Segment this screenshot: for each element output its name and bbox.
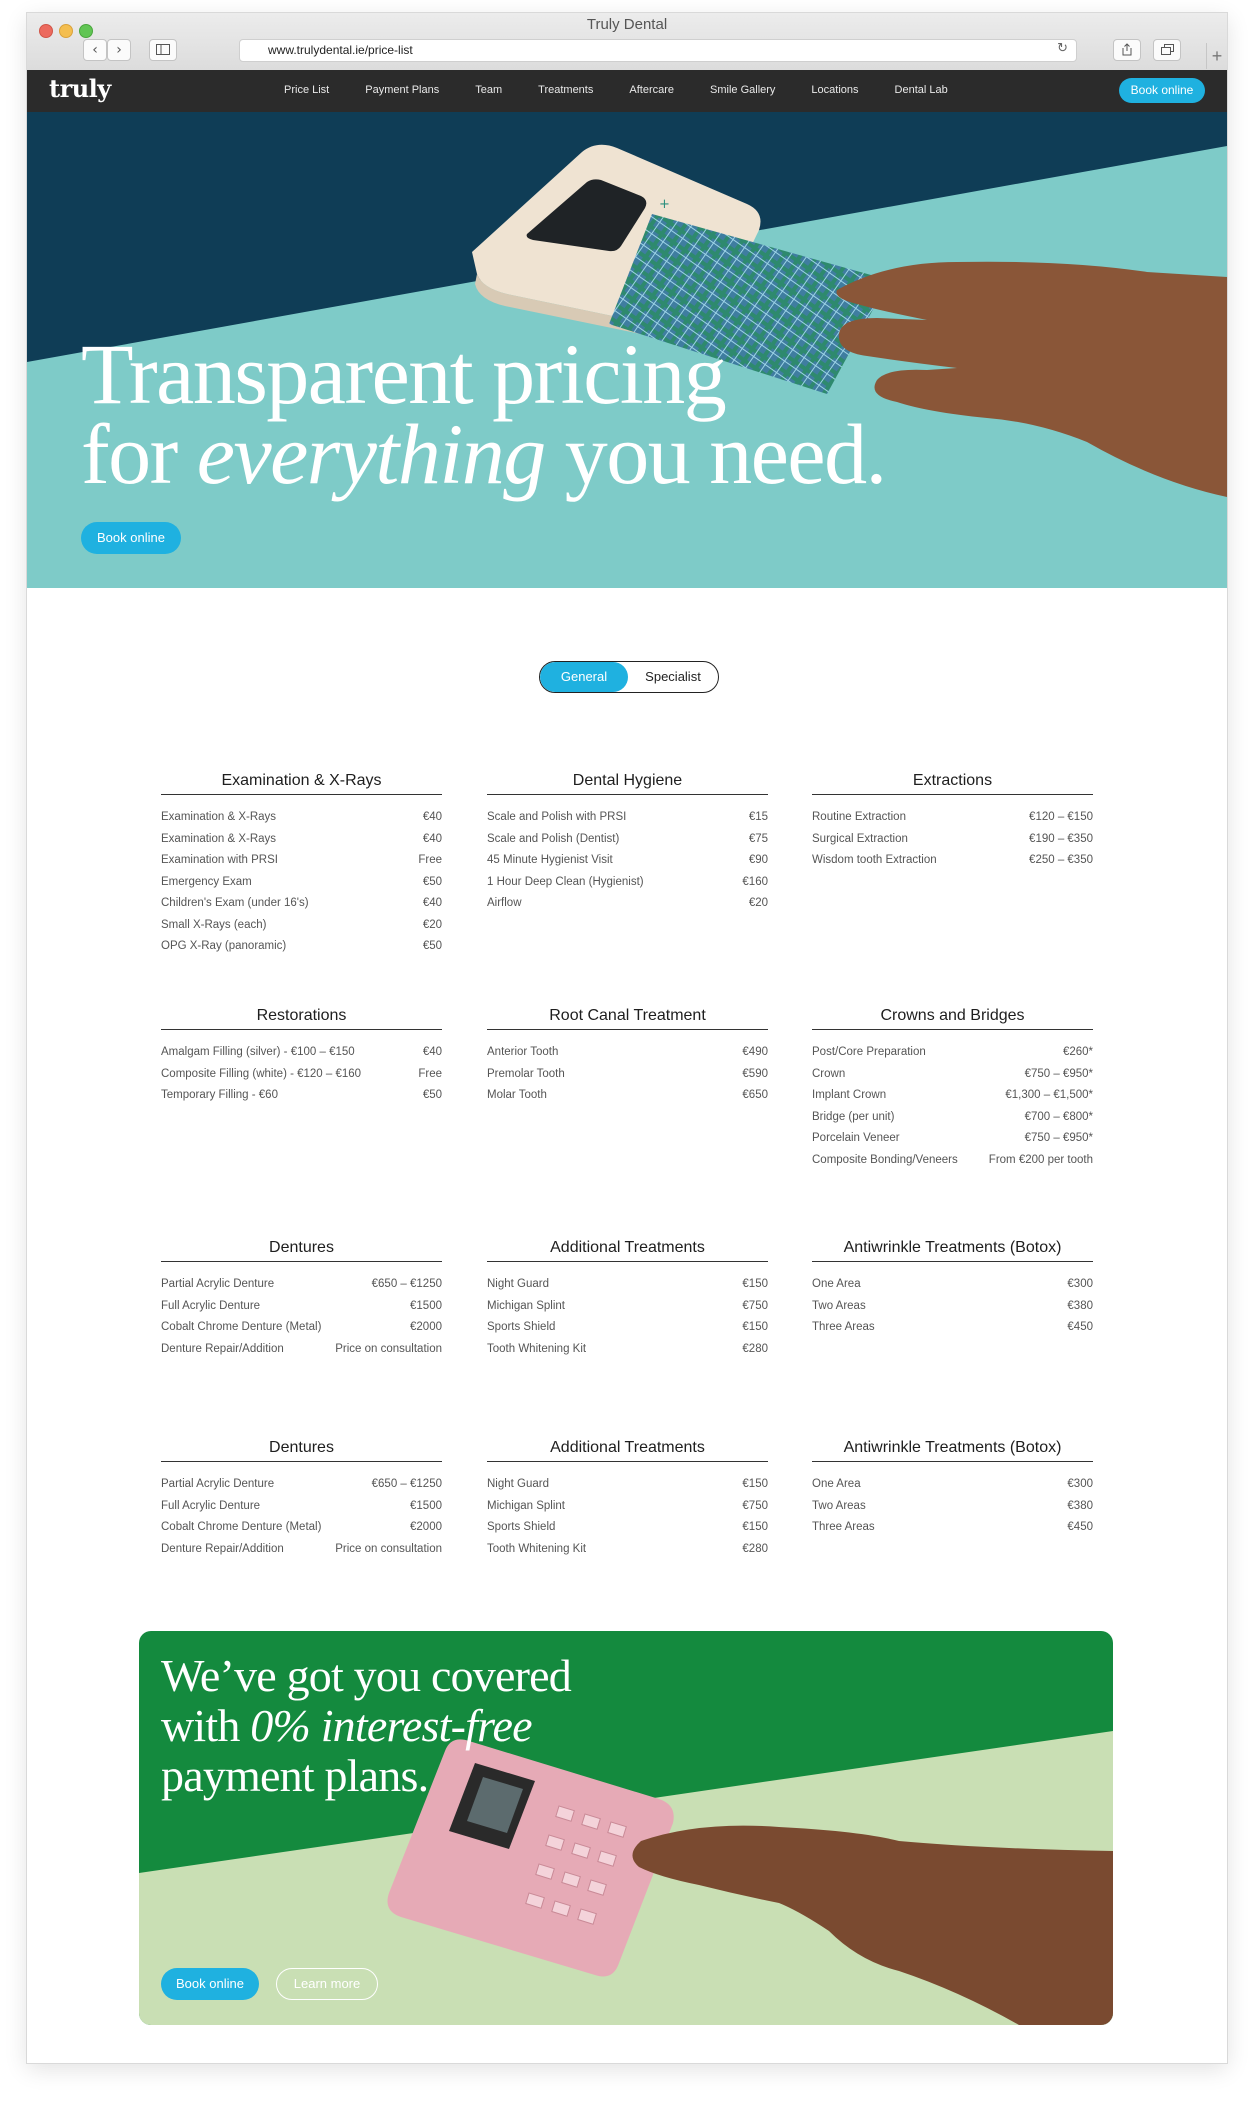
treatment-price: €590: [742, 1067, 768, 1080]
browser-chrome: [27, 13, 1227, 71]
treatment-name: Full Acrylic Denture: [161, 1299, 261, 1312]
promo-line-3: payment plans.: [161, 1750, 429, 1801]
promo-line-2-emphasis: 0% interest-free: [250, 1700, 532, 1751]
price-row: [161, 1042, 442, 1064]
treatment-price: €650 – €1250: [371, 1478, 442, 1490]
treatment-name: 45 Minute Hygienist Visit: [487, 854, 613, 866]
treatment-price: €280: [742, 1542, 768, 1555]
treatment-name: Michigan Splint: [487, 1299, 565, 1312]
price-row: [812, 1496, 1093, 1518]
treatment-price: €300: [1067, 1478, 1093, 1490]
price-group-title: Dentures: [161, 1439, 442, 1462]
treatment-price: €1,300 – €1,500*: [1005, 1089, 1093, 1101]
treatment-name: Bridge (per unit): [812, 1110, 895, 1123]
price-group-title: Crowns and Bridges: [812, 1007, 1093, 1030]
treatment-name: Post/Core Preparation: [812, 1046, 926, 1058]
treatment-price: €150: [742, 1321, 768, 1333]
price-row: [487, 829, 768, 851]
price-group: [487, 1439, 768, 1560]
treatment-name: Examination with PRSI: [161, 854, 278, 866]
treatment-price: €50: [422, 875, 442, 888]
treatment-price: €450: [1067, 1521, 1093, 1533]
treatment-price: €750 – €950*: [1024, 1067, 1093, 1080]
treatment-price: €450: [1067, 1321, 1093, 1333]
treatment-name: Examination & X-Rays: [161, 811, 277, 823]
treatment-price: Free: [418, 1067, 442, 1080]
price-row: [161, 1064, 442, 1086]
price-group: [487, 1239, 768, 1360]
treatment-name: Crown: [812, 1067, 846, 1080]
promo-book-online-button[interactable]: Book online: [161, 1968, 259, 2000]
price-row: [487, 1474, 768, 1496]
treatment-price: €650 – €1250: [371, 1278, 442, 1290]
menu-item-dental-lab[interactable]: Dental Lab: [894, 84, 948, 96]
treatment-name: Airflow: [487, 897, 522, 909]
treatment-price: €1500: [410, 1499, 442, 1512]
price-row: [487, 807, 768, 829]
menu-item-smile-gallery[interactable]: Smile Gallery: [710, 84, 776, 96]
treatment-name: Wisdom tooth Extraction: [812, 854, 937, 866]
price-group-title: Antiwrinkle Treatments (Botox): [812, 1439, 1093, 1462]
hero-line-2-emphasis: everything: [196, 406, 545, 502]
price-group: [161, 1007, 442, 1107]
promo-line-2-start: with: [161, 1700, 251, 1751]
price-row: [487, 1085, 768, 1107]
hero-line-2-start: for: [81, 406, 197, 502]
menu-item-payment-plans[interactable]: Payment Plans: [365, 84, 440, 96]
promo-line-1: We’ve got you covered: [161, 1650, 571, 1701]
treatment-price: €750 – €950*: [1024, 1132, 1093, 1144]
treatment-price: €20: [422, 918, 442, 931]
tab-general[interactable]: General: [540, 662, 628, 692]
treatment-price: €1500: [410, 1299, 442, 1312]
treatment-price: Free: [418, 854, 442, 866]
price-group: [812, 1007, 1093, 1171]
treatment-name: Partial Acrylic Denture: [161, 1278, 275, 1290]
price-group-title: Antiwrinkle Treatments (Botox): [812, 1239, 1093, 1262]
price-row: [161, 850, 442, 872]
treatment-name: Night Guard: [487, 1278, 550, 1290]
price-row: [487, 1539, 768, 1561]
price-group: [812, 1239, 1093, 1339]
price-row: [161, 872, 442, 894]
treatment-price: €380: [1067, 1499, 1093, 1512]
promo-title: [161, 1651, 571, 1801]
price-group-title: Root Canal Treatment: [487, 1007, 768, 1030]
treatment-price: €190 – €350: [1029, 832, 1093, 845]
price-group: [161, 1239, 442, 1360]
promo-learn-more-button[interactable]: Learn more: [276, 1968, 378, 2000]
price-row: [487, 850, 768, 872]
treatment-name: Sports Shield: [487, 1321, 556, 1333]
price-group: [812, 1439, 1093, 1539]
back-button[interactable]: [83, 39, 107, 61]
tab-specialist[interactable]: Specialist: [645, 669, 701, 684]
treatment-name: Full Acrylic Denture: [161, 1499, 261, 1512]
price-group: [487, 772, 768, 915]
treatment-name: Scale and Polish (Dentist): [487, 832, 620, 845]
price-row: [487, 893, 768, 915]
treatment-name: Amalgam Filling (silver) - €100 – €150: [161, 1046, 355, 1058]
new-tab-button[interactable]: [1206, 43, 1227, 69]
treatment-price: €40: [422, 1046, 442, 1058]
treatment-price: €90: [748, 854, 768, 866]
treatment-price: €40: [422, 811, 442, 823]
treatment-name: Routine Extraction: [812, 811, 906, 823]
treatment-price: €280: [742, 1342, 768, 1355]
treatment-price: €700 – €800*: [1024, 1110, 1093, 1123]
treatment-name: Temporary Filling - €60: [161, 1089, 278, 1101]
price-row: [487, 1296, 768, 1318]
price-row: [487, 1339, 768, 1361]
menu-item-locations[interactable]: Locations: [811, 84, 859, 96]
treatment-price: €150: [742, 1478, 768, 1490]
price-row: [487, 1496, 768, 1518]
price-row: [161, 1274, 442, 1296]
price-row: [812, 1085, 1093, 1107]
treatment-price: €40: [422, 897, 442, 909]
menu-item-price-list[interactable]: Price List: [284, 84, 330, 96]
treatment-price: €2000: [410, 1321, 442, 1333]
treatment-name: Emergency Exam: [161, 875, 252, 888]
price-row: [161, 1339, 442, 1361]
price-group: [812, 772, 1093, 872]
main-menu: [284, 84, 984, 96]
treatment-price: €250 – €350: [1029, 854, 1093, 866]
price-row: [812, 1274, 1093, 1296]
treatment-name: Implant Crown: [812, 1089, 887, 1101]
treatment-name: Sports Shield: [487, 1521, 556, 1533]
payment-plans-banner: [139, 1631, 1113, 2025]
treatment-price: Price on consultation: [335, 1542, 442, 1555]
nav-book-online-button[interactable]: Book online: [1119, 78, 1205, 103]
treatment-name: Premolar Tooth: [487, 1067, 565, 1080]
price-row: [161, 829, 442, 851]
treatment-price: €150: [742, 1521, 768, 1533]
treatment-price: €20: [748, 897, 768, 909]
treatment-name: Anterior Tooth: [487, 1046, 559, 1058]
treatment-name: Two Areas: [812, 1499, 866, 1512]
price-group-title: Dentures: [161, 1239, 442, 1262]
price-row: [812, 1128, 1093, 1150]
treatment-name: Night Guard: [487, 1478, 550, 1490]
hero-line-2-end: you need.: [544, 406, 886, 502]
reload-icon[interactable]: ↻: [1057, 41, 1068, 56]
price-row: [161, 915, 442, 937]
share-button[interactable]: [1113, 39, 1141, 61]
treatment-name: Surgical Extraction: [812, 832, 908, 845]
chevron-left-icon: ‹: [92, 42, 98, 58]
address-bar[interactable]: [239, 39, 1077, 62]
price-row: [812, 1474, 1093, 1496]
treatment-name: Partial Acrylic Denture: [161, 1478, 275, 1490]
price-row: [812, 1296, 1093, 1318]
sidebar-icon: [156, 44, 170, 55]
price-category-toggle: [539, 661, 719, 693]
price-row: [487, 872, 768, 894]
url-text: www.trulydental.ie/price-list: [268, 43, 413, 57]
treatment-name: Denture Repair/Addition: [161, 1342, 284, 1355]
forward-button[interactable]: [107, 39, 131, 61]
price-row: [161, 807, 442, 829]
treatment-price: €750: [742, 1299, 768, 1312]
treatment-price: €2000: [410, 1521, 442, 1533]
price-row: [161, 1085, 442, 1107]
hero-book-online-button[interactable]: Book online: [81, 522, 181, 554]
price-group-title: Additional Treatments: [487, 1439, 768, 1462]
price-row: [161, 1317, 442, 1339]
price-row: [812, 1150, 1093, 1172]
treatment-price: €750: [742, 1499, 768, 1512]
treatment-name: Children's Exam (under 16's): [161, 897, 309, 909]
price-row: [812, 1517, 1093, 1539]
truly-logo[interactable]: truly: [49, 74, 111, 103]
treatment-name: Three Areas: [812, 1521, 875, 1533]
treatment-name: Michigan Splint: [487, 1499, 565, 1512]
price-group: [161, 772, 442, 958]
price-row: [487, 1517, 768, 1539]
treatment-name: Cobalt Chrome Denture (Metal): [161, 1521, 322, 1533]
price-group: [487, 1007, 768, 1107]
price-group: [161, 1439, 442, 1560]
treatment-price: Price on consultation: [335, 1342, 442, 1355]
treatment-name: Two Areas: [812, 1299, 866, 1312]
treatment-price: €50: [422, 940, 442, 952]
price-row: [487, 1274, 768, 1296]
price-row: [161, 1496, 442, 1518]
window-title: Truly Dental: [586, 16, 668, 33]
price-row: [161, 893, 442, 915]
tabs-overview-button[interactable]: [1153, 39, 1181, 61]
treatment-price: €150: [742, 1278, 768, 1290]
treatment-price: €490: [742, 1046, 768, 1058]
tabs-icon: [1161, 44, 1174, 56]
treatment-name: Scale and Polish with PRSI: [487, 811, 627, 823]
price-group-title: Restorations: [161, 1007, 442, 1030]
treatment-price: €40: [422, 832, 442, 845]
site-nav: [27, 70, 1227, 112]
treatment-name: Small X-Rays (each): [161, 918, 267, 931]
treatment-price: €50: [422, 1089, 442, 1101]
treatment-price: €650: [742, 1089, 768, 1101]
price-row: [812, 829, 1093, 851]
sidebar-toggle-button[interactable]: [149, 39, 177, 61]
price-group-title: Examination & X-Rays: [161, 772, 442, 795]
treatment-price: €260*: [1062, 1046, 1093, 1058]
menu-item-team[interactable]: Team: [475, 84, 503, 96]
treatment-name: Composite Filling (white) - €120 – €160: [161, 1067, 362, 1080]
svg-text:+: +: [659, 197, 670, 212]
treatment-price: €75: [748, 832, 768, 845]
hero-line-1: Transparent pricing: [81, 326, 726, 422]
price-row: [812, 1064, 1093, 1086]
treatment-name: OPG X-Ray (panoramic): [161, 940, 287, 952]
browser-window: [27, 13, 1227, 2063]
treatment-name: Tooth Whitening Kit: [487, 1342, 587, 1355]
price-row: [812, 1042, 1093, 1064]
price-row: [487, 1064, 768, 1086]
price-row: [161, 1539, 442, 1561]
treatment-price: €160: [742, 875, 768, 888]
plus-icon: +: [1211, 46, 1223, 66]
price-row: [161, 1296, 442, 1318]
treatment-name: Examination & X-Rays: [161, 832, 277, 845]
hero-banner: [27, 112, 1227, 588]
treatment-name: Porcelain Veneer: [812, 1132, 900, 1144]
price-row: [487, 1042, 768, 1064]
price-group-title: Additional Treatments: [487, 1239, 768, 1262]
price-row: [812, 1317, 1093, 1339]
chevron-right-icon: ›: [116, 42, 122, 58]
treatment-name: Tooth Whitening Kit: [487, 1542, 587, 1555]
share-icon: [1121, 43, 1133, 56]
treatment-name: One Area: [812, 1278, 861, 1290]
menu-item-treatments[interactable]: Treatments: [538, 84, 594, 96]
treatment-name: Denture Repair/Addition: [161, 1542, 284, 1555]
treatment-price: €120 – €150: [1029, 811, 1093, 823]
treatment-name: 1 Hour Deep Clean (Hygienist): [487, 875, 644, 888]
price-row: [812, 1107, 1093, 1129]
treatment-price: €300: [1067, 1278, 1093, 1290]
treatment-price: €15: [748, 811, 768, 823]
treatment-name: Molar Tooth: [487, 1089, 547, 1101]
treatment-name: Composite Bonding/Veneers: [812, 1153, 958, 1166]
treatment-name: Three Areas: [812, 1321, 875, 1333]
price-row: [812, 850, 1093, 872]
treatment-name: One Area: [812, 1478, 861, 1490]
treatment-name: Cobalt Chrome Denture (Metal): [161, 1321, 322, 1333]
treatment-price: €380: [1067, 1299, 1093, 1312]
price-row: [812, 807, 1093, 829]
price-row: [161, 1474, 442, 1496]
price-row: [161, 1517, 442, 1539]
price-group-title: Extractions: [812, 772, 1093, 795]
hero-title: [81, 326, 886, 502]
price-group-title: Dental Hygiene: [487, 772, 768, 795]
price-row: [161, 936, 442, 958]
treatment-price: From €200 per tooth: [988, 1153, 1093, 1166]
price-row: [487, 1317, 768, 1339]
menu-item-aftercare[interactable]: Aftercare: [629, 84, 675, 96]
